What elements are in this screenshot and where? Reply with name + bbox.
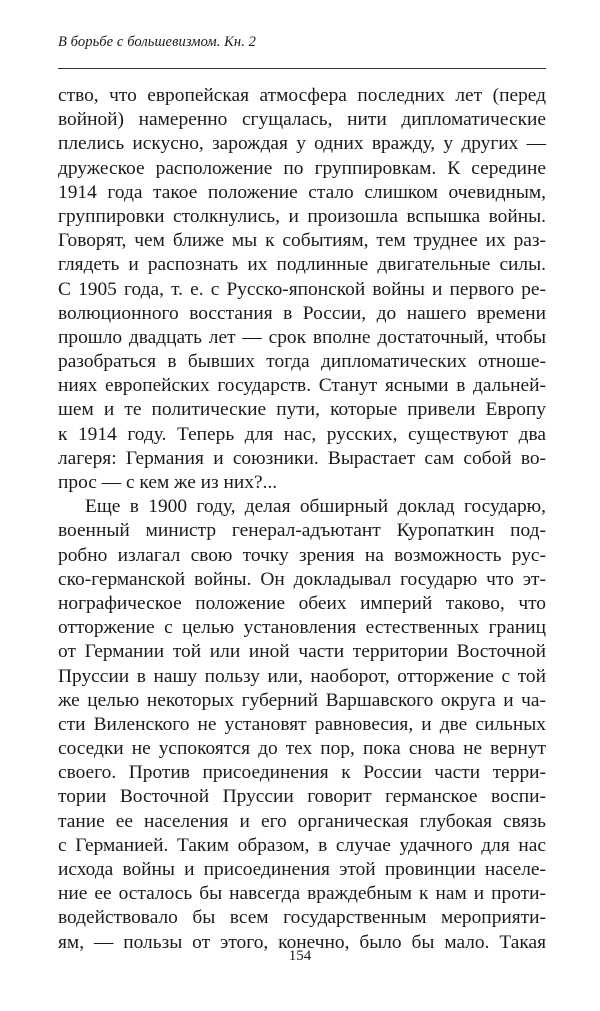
text-line: Пруссии в нашу пользу или, наоборот, отторжение с той: [58, 665, 546, 687]
text-line: глядеть и распознать их подлинные двигательные силы.: [58, 254, 546, 276]
text-line: шем и те политические пути, которые привели Европу: [58, 399, 546, 421]
text-line: исхода войны и присоединения этой провинции населе-: [58, 859, 546, 880]
text-line: же целью некоторых губерний Варшавского округа и ча-: [58, 689, 546, 711]
body-text: [58, 84, 546, 955]
text-line: соседки не успокоятся до тех пор, пока снова не вернут: [58, 738, 546, 760]
text-line: плелись искусно, зарождая у одних вражду, у других —: [58, 133, 546, 155]
text-line: робно излагал свою точку зрения на возможность рус-: [58, 544, 546, 566]
text-line: тории Восточной Пруссии говорит германское воспи-: [58, 786, 546, 808]
text-line: группировки столкнулись, и произошла вспышка войны.: [58, 205, 546, 227]
text-line: с Германией. Таким образом, в случае удачного для нас: [58, 834, 546, 856]
text-line: ниях европейских государств. Станут ясными в дальней-: [58, 375, 546, 397]
text-line: своего. Против присоединения к России части терри-: [58, 762, 546, 784]
text-line: лагеря: Германия и союзники. Вырастает сам собой во-: [58, 447, 546, 469]
text-line: ям, — пользы от этого, конечно, было бы мало. Такая: [58, 931, 546, 953]
text-line: разобраться в бывших тогда дипломатических отноше-: [58, 351, 546, 373]
text-line: ство, что европейская атмосфера последних лет (перед: [58, 85, 546, 106]
text-line: С 1905 года, т. е. с Русско-японской войны и первого ре-: [58, 278, 546, 300]
paragraph-end-line: прос — с кем же из них?...: [58, 472, 278, 493]
text-line: водействовало бы всем государственным мероприяти-: [58, 907, 546, 929]
text-line: к 1914 году. Теперь для нас, русских, существуют два: [58, 423, 546, 445]
running-header: В борьбе с большевизмом. Кн. 2: [58, 34, 257, 50]
header-rule: [58, 68, 546, 69]
text-line: войной) намеренно сгущалась, нити дипломатические: [58, 109, 546, 131]
text-line: сти Виленского не установят равновесия, и две сильных: [58, 713, 546, 735]
text-line: тание ее населения и его органическая глубокая связь: [58, 810, 546, 832]
text-line: ско-германской войны. Он докладывал государю что эт-: [58, 568, 546, 590]
text-line: 1914 года такое положение стало слишком очевидным,: [58, 181, 546, 203]
text-line: нографическое положение обеих империй таково, что: [58, 592, 546, 614]
text-line: дружеское расположение по группировкам. К середине: [58, 157, 546, 179]
text-line: от Германии той или иной части территории Восточной: [58, 641, 546, 663]
page-number: 154: [288, 948, 312, 964]
text-line: прошло двадцать лет — срок вполне достаточный, чтобы: [58, 326, 546, 348]
text-line: волюционного восстания в России, до нашего времени: [58, 302, 546, 324]
text-line: военный министр генерал-адъютант Куропаткин под-: [58, 520, 546, 542]
text-line: отторжение с целью установления естественных границ: [58, 617, 546, 639]
text-line: ние ее осталось бы навсегда враждебным к нам и проти-: [58, 883, 546, 905]
text-line: Говорят, чем ближе мы к событиям, тем труднее их раз-: [58, 230, 546, 252]
paragraph-first-line: Еще в 1900 году, делая обширный доклад государю,: [85, 496, 546, 518]
